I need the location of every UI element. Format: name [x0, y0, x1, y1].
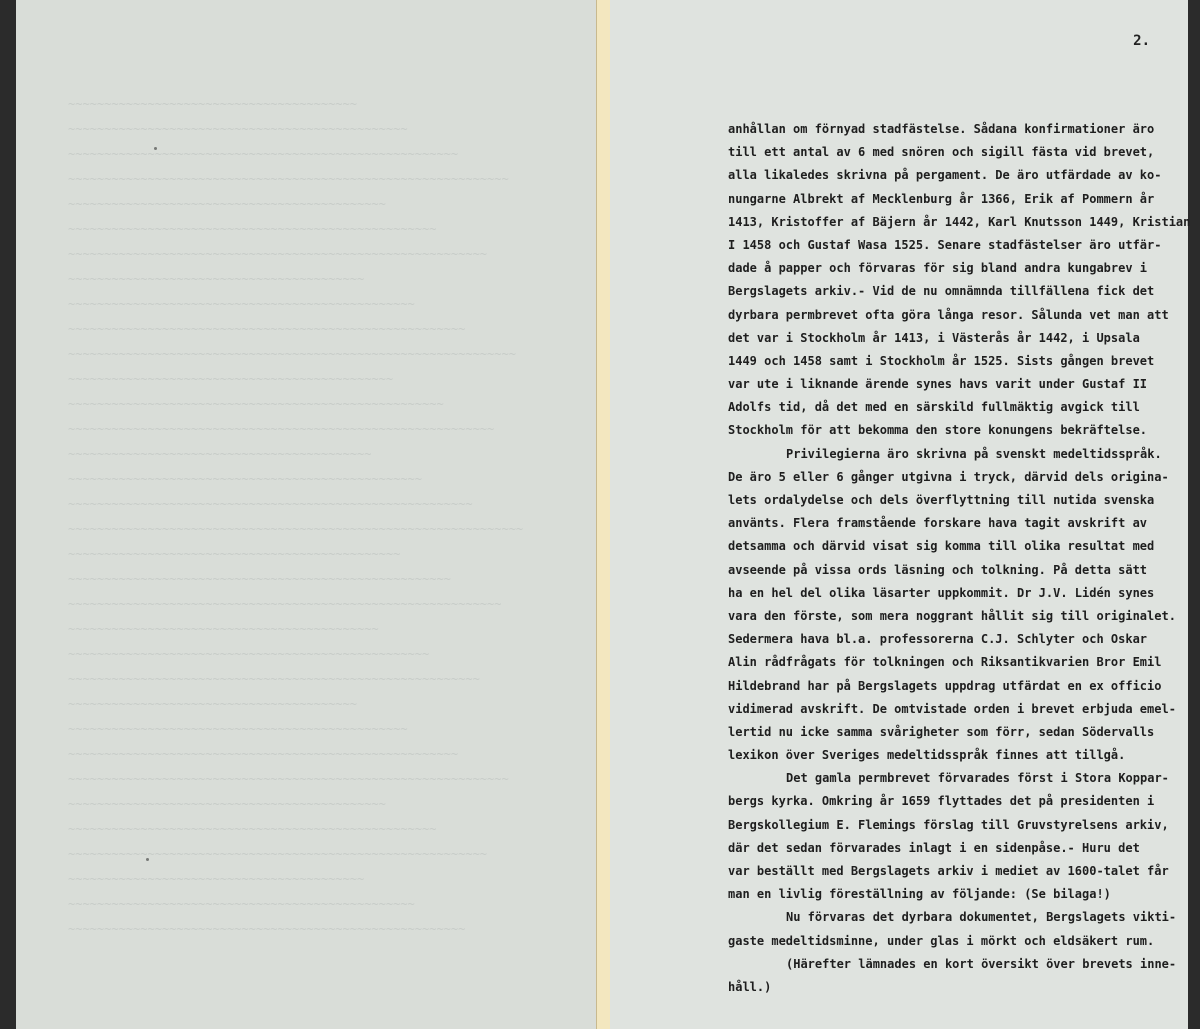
text-line: Hildebrand har på Bergslagets uppdrag utfärdat en ex officio: [728, 678, 1162, 693]
text-line: nungarne Albrekt af Mecklenburg år 1366, Erik af Pommern år: [728, 191, 1155, 206]
text-line: använts. Flera framstående forskare hava tagit avskrift av: [728, 516, 1148, 531]
text-line: 1413, Kristoffer af Bäjern år 1442, Karl Knutsson 1449, Kristian: [728, 214, 1191, 229]
text-line: Det gamla permbrevet förvarades först i Stora Koppar-: [786, 771, 1169, 786]
text-line: lertid nu icke samma svårigheter som förr, sedan Södervalls: [728, 724, 1155, 739]
text-line: dade å papper och förvaras för sig bland andra kungabrev i: [728, 261, 1148, 276]
text-line: till ett antal av 6 med snören och sigill fästa vid brevet,: [728, 145, 1155, 160]
text-line: Privilegierna äro skrivna på svenskt medeltidsspråk.: [786, 446, 1162, 461]
text-line: lexikon över Sveriges medeltidsspråk finnes att tillgå.: [728, 748, 1126, 763]
text-line: vidimerad avskrift. De omtvistade orden i brevet erbjuda emel-: [728, 701, 1176, 716]
text-line: var ute i liknande ärende synes havs varit under Gustaf II: [728, 377, 1148, 392]
paper-mark: [146, 858, 149, 861]
text-line: Nu förvaras det dyrbara dokumentet, Bergslagets vikti-: [786, 910, 1177, 925]
text-line: håll.): [728, 979, 772, 994]
text-line: (Härefter lämnades en kort översikt över brevets inne-: [786, 956, 1177, 971]
text-line: alla likaledes skrivna på pergament. De äro utfärdade av ko-: [728, 168, 1162, 183]
typewritten-body: [728, 118, 1191, 999]
text-line: lets ordalydelse och dels överflyttning till nutida svenska: [728, 493, 1155, 507]
right-page: [610, 0, 1191, 1029]
text-line: man en livlig föreställning av följande: (Se bilaga!): [728, 887, 1111, 902]
text-line: Adolfs tid, då det med en särskild fullmäktig avgick till: [728, 400, 1140, 415]
text-line: Alin rådfrågats för tolkningen och Riksantikvarien Bror Emil: [728, 655, 1162, 670]
text-line: avseende på vissa ords läsning och tolkning. På detta sätt: [728, 562, 1148, 577]
text-line: ha en hel del olika läsarter uppkommit. Dr J.V. Lidén synes: [728, 585, 1155, 600]
text-line: var beställt med Bergslagets arkiv i mediet av 1600-talet får: [728, 864, 1169, 878]
show-through-text: ~~~~~~~~~~~~~~~~~~~~~~~~~~~~~~~~~~~~~~~~ ~~~~~~~~~~~~~~~~~~~~~~~~~~~~~~~~~~~~~~~~~~~~~~~ ~~~~~~~~~~~~~~~~~~~~~~~~~~~~~~~~~~~~~~~~~~~~~~~~~~~~~~ ~~~~~~~~~~~~~~~~~~~~~~~~~~~~~~~~~~~~~~~~~~~~~~~~~~~~~~~~~~~~~ ~~~~~~~~~~~~~~~~~~~~~~~~~~~~~~~~~~~~~~~~~~~~ ~~~~~~~~~~~~~~~~~~~~~~~~~~~~~~~~~~~~~~~~~~~~~~~~~~~ ~~~~~~~~~~~~~~~~~~~~~~~~~~~~~~~~~~~~~~~~~~~~~~~~~~~~~~~~~~ ~~~~~~~~~~~~~~~~~~~~~~~~~~~~~~~~~~~~~~~~~ ~~~~~~~~~~~~~~~~~~~~~~~~~~~~~~~~~~~~~~~~~~~~~~~~ ~~~~~~~~~~~~~~~~~~~~~~~~~~~~~~~~~~~~~~~~~~~~~~~~~~~~~~~ ~~~~~~~~~~~~~~~~~~~~~~~~~~~~~~~~~~~~~~~~~~~~~~~~~~~~~~~~~~~~~~ ~~~~~~~~~~~~~~~~~~~~~~~~~~~~~~~~~~~~~~~~~~~~~ ~~~~~~~~~~~~~~~~~~~~~~~~~~~~~~~~~~~~~~~~~~~~~~~~~~~~ ~~~~~~~~~~~~~~~~~~~~~~~~~~~~~~~~~~~~~~~~~~~~~~~~~~~~~~~~~~~ ~~~~~~~~~~~~~~~~~~~~~~~~~~~~~~~~~~~~~~~~~~ ~~~~~~~~~~~~~~~~~~~~~~~~~~~~~~~~~~~~~~~~~~~~~~~~~ ~~~~~~~~~~~~~~~~~~~~~~~~~~~~~~~~~~~~~~~~~~~~~~~~~~~~~~~~ ~~~~~~~~~~~~~~~~~~~~~~~~~~~~~~~~~~~~~~~~~~~~~~~~~~~~~~~~~~~~~~~ ~~~~~~~~~~~~~~~~~~~~~~~~~~~~~~~~~~~~~~~~~~~~~~ ~~~~~~~~~~~~~~~~~~~~~~~~~~~~~~~~~~~~~~~~~~~~~~~~~~~~~ ~~~~~~~~~~~~~~~~~~~~~~~~~~~~~~~~~~~~~~~~~~~~~~~~~~~~~~~~~~~~ ~~~~~~~~~~~~~~~~~~~~~~~~~~~~~~~~~~~~~~~~~~~ ~~~~~~~~~~~~~~~~~~~~~~~~~~~~~~~~~~~~~~~~~~~~~~~~~~ ~~~~~~~~~~~~~~~~~~~~~~~~~~~~~~~~~~~~~~~~~~~~~~~~~~~~~~~~~ ~~~~~~~~~~~~~~~~~~~~~~~~~~~~~~~~~~~~~~~~ ~~~~~~~~~~~~~~~~~~~~~~~~~~~~~~~~~~~~~~~~~~~~~~~ ~~~~~~~~~~~~~~~~~~~~~~~~~~~~~~~~~~~~~~~~~~~~~~~~~~~~~~ ~~~~~~~~~~~~~~~~~~~~~~~~~~~~~~~~~~~~~~~~~~~~~~~~~~~~~~~~~~~~~ ~~~~~~~~~~~~~~~~~~~~~~~~~~~~~~~~~~~~~~~~~~~~ ~~~~~~~~~~~~~~~~~~~~~~~~~~~~~~~~~~~~~~~~~~~~~~~~~~~ ~~~~~~~~~~~~~~~~~~~~~~~~~~~~~~~~~~~~~~~~~~~~~~~~~~~~~~~~~~ ~~~~~~~~~~~~~~~~~~~~~~~~~~~~~~~~~~~~~~~~~ ~~~~~~~~~~~~~~~~~~~~~~~~~~~~~~~~~~~~~~~~~~~~~~~~ ~~~~~~~~~~~~~~~~~~~~~~~~~~~~~~~~~~~~~~~~~~~~~~~~~~~~~~~: [68, 97, 524, 936]
text-line: De äro 5 eller 6 gånger utgivna i tryck, därvid dels origina-: [728, 469, 1169, 484]
text-line: anhållan om förnyad stadfästelse. Sådana konfirmationer äro: [728, 122, 1155, 136]
paper-mark: [154, 147, 157, 150]
text-line: dyrbara permbrevet ofta göra långa resor. Sålunda vet man att: [728, 307, 1169, 322]
text-line: där det sedan förvarades inlagt i en sidenpåse.- Huru det: [728, 840, 1140, 855]
text-line: I 1458 och Gustaf Wasa 1525. Senare stadfästelser äro utfär-: [728, 237, 1162, 252]
text-line: Bergslagets arkiv.- Vid de nu omnämnda tillfällena fick det: [728, 284, 1155, 299]
page-number: 2.: [1133, 33, 1150, 49]
text-line: detsamma och därvid visat sig komma till olika resultat med: [728, 539, 1155, 554]
text-line: gaste medeltidsminne, under glas i mörkt och eldsäkert rum.: [728, 933, 1155, 948]
text-line: vara den förste, som mera noggrant hållit sig till originalet.: [728, 608, 1176, 623]
text-line: Bergskollegium E. Flemings förslag till Gruvstyrelsens arkiv,: [728, 817, 1169, 832]
text-line: bergs kyrka. Omkring år 1659 flyttades det på presidenten i: [728, 794, 1155, 809]
text-line: Sedermera hava bl.a. professorerna C.J. Schlyter och Oskar: [728, 632, 1148, 647]
text-line: det var i Stockholm år 1413, i Västerås år 1442, i Upsala: [728, 330, 1140, 345]
text-line: 1449 och 1458 samt i Stockholm år 1525. Sists gången brevet: [728, 353, 1155, 368]
text-line: Stockholm för att bekomma den store konungens bekräftelse.: [728, 423, 1148, 438]
left-page-verso: [16, 0, 596, 1029]
